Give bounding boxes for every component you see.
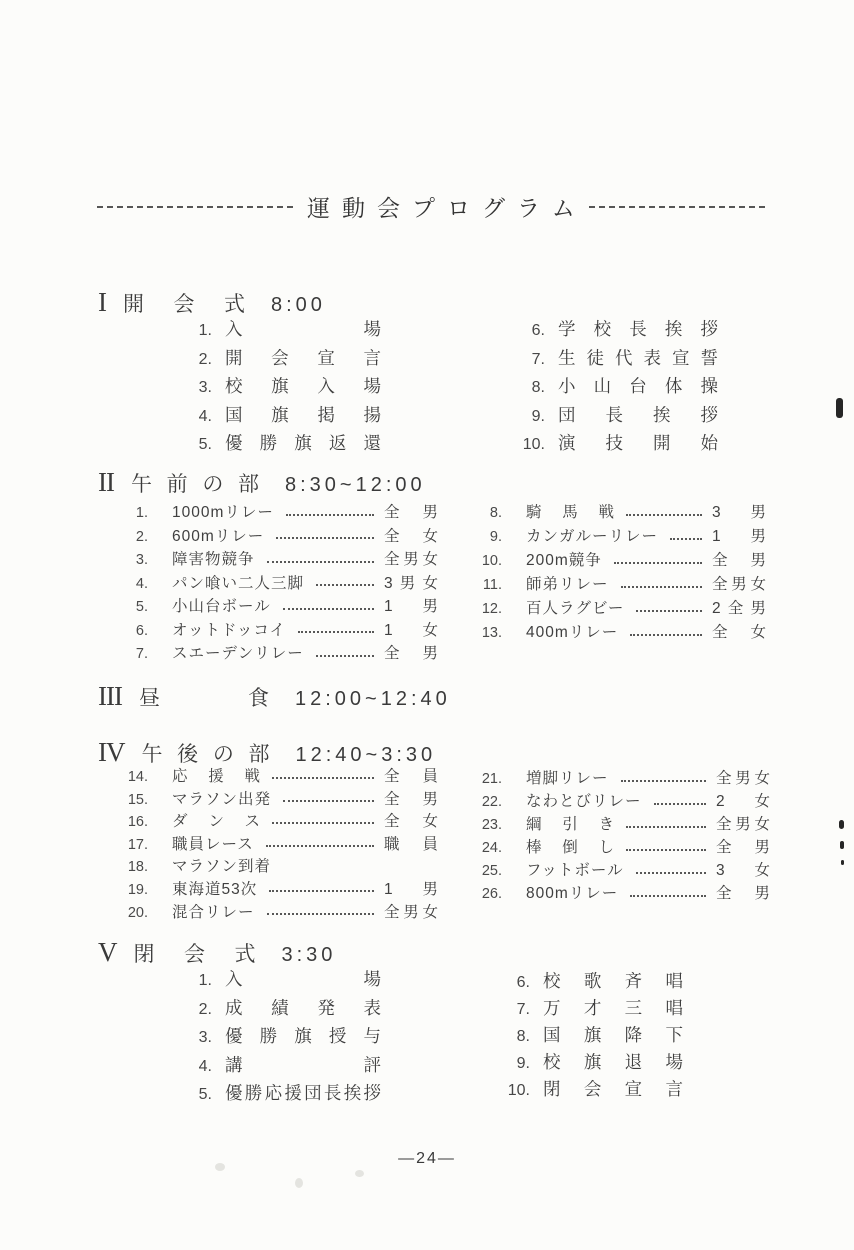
program-item-row (503, 373, 718, 402)
event-name: フットボール (526, 862, 624, 879)
event-name: パン喰い二人三脚 (172, 574, 305, 592)
dotted-leader (267, 913, 374, 915)
scan-smudge (355, 1170, 364, 1177)
item-label: 学校長挨拶 (558, 319, 718, 339)
section-numeral: II (98, 467, 114, 497)
program-item-row (492, 1049, 683, 1076)
dotted-leader (272, 822, 374, 824)
item-label: 開会宣言 (225, 347, 381, 368)
program-item-row (184, 316, 381, 345)
event-row (116, 809, 438, 832)
event-name: マラソン到着 (172, 858, 272, 876)
program-item-row (184, 966, 381, 995)
dotted-leader (621, 780, 706, 782)
event-row (470, 881, 770, 904)
participants-value: 全男 (716, 885, 770, 902)
item-label: 演技開始 (558, 433, 718, 453)
event-row (116, 618, 438, 642)
event-name: 200m競争 (526, 552, 602, 569)
program-item-row (184, 1052, 381, 1081)
event-number: 22. (481, 794, 502, 810)
event-row (116, 571, 438, 595)
section-numeral: III (98, 681, 122, 711)
program-item-row (492, 1076, 683, 1103)
scan-artifact (836, 398, 843, 418)
dotted-leader (316, 655, 374, 657)
event-number: 26. (481, 886, 502, 902)
section-time: 3:30 (281, 944, 337, 966)
participants-value: 3男 (712, 504, 766, 521)
event-number: 18. (127, 859, 148, 876)
event-number: 10. (481, 553, 502, 569)
program-item-row (184, 1080, 381, 1109)
event-name: 職員レース (172, 835, 254, 853)
event-row (116, 854, 438, 877)
event-name: 小山台ボール (172, 598, 271, 615)
participants-value: 職員 (384, 835, 438, 853)
participants-value: 全女 (384, 527, 438, 545)
event-row (470, 524, 766, 548)
participants-value: 全女 (712, 624, 766, 641)
event-row (116, 500, 438, 524)
participants-value: 1女 (384, 621, 438, 639)
dotted-leader (626, 514, 702, 516)
participants-value: 全男女 (384, 903, 438, 921)
event-number: 12. (481, 601, 502, 617)
opening-left-column (184, 316, 381, 459)
document-title: 運動会プログラム (307, 195, 587, 221)
event-row (116, 641, 438, 665)
program-item-row (503, 430, 718, 459)
section-time: 8:00 (271, 294, 326, 316)
dotted-leader (266, 845, 374, 847)
event-name: 百人ラグビー (526, 600, 625, 617)
item-number: 6. (531, 322, 545, 339)
event-name: 1000mリレー (172, 504, 274, 521)
item-number: 6. (516, 974, 530, 991)
event-number: 20. (127, 904, 148, 921)
dotted-leader (283, 800, 374, 802)
dotted-leader (630, 634, 702, 636)
event-name: マラソン出発 (172, 790, 272, 808)
item-label: 入場 (225, 969, 381, 989)
program-item-row (184, 373, 381, 402)
event-number: 4. (135, 575, 148, 592)
item-number: 1. (198, 972, 212, 989)
section-name: 閉会式 (133, 943, 256, 966)
afternoon-left-column (116, 764, 438, 922)
event-name: 混合リレー (172, 903, 255, 921)
scan-smudge (295, 1178, 303, 1188)
event-number: 7. (135, 646, 148, 662)
section-time: 12:40~3:30 (295, 744, 437, 766)
event-row (470, 548, 766, 572)
program-item-row (184, 430, 381, 459)
participants-value: 全男女 (384, 551, 438, 568)
event-number: 11. (482, 577, 502, 593)
section-name: 午後の部 (141, 743, 270, 766)
participants-value: 全女 (384, 813, 438, 831)
event-name: 800mリレー (526, 885, 619, 902)
program-item-row (503, 345, 718, 374)
event-row (470, 835, 770, 858)
item-label: 国旗降下 (543, 1025, 683, 1045)
section-numeral: I (98, 287, 106, 317)
section-header-closing-ceremony (98, 938, 336, 968)
participants-value: 全男 (384, 645, 438, 662)
event-name: なわとびリレー (526, 793, 642, 810)
item-number: 10. (522, 436, 545, 453)
event-name: 騎馬戦 (526, 504, 614, 521)
event-number: 15. (127, 791, 148, 808)
participants-value: 2全男 (712, 600, 766, 617)
event-row (116, 787, 438, 810)
item-label: 団長挨拶 (558, 404, 718, 425)
event-row (470, 620, 766, 644)
item-number: 8. (516, 1028, 530, 1045)
item-number: 5. (198, 436, 212, 453)
event-number: 8. (489, 505, 502, 521)
item-label: 入場 (225, 319, 381, 339)
event-number: 25. (481, 863, 502, 879)
event-name: カンガルーリレー (526, 528, 659, 545)
dotted-leader (626, 826, 706, 828)
participants-value: 全男女 (716, 770, 770, 787)
item-number: 9. (531, 407, 545, 425)
participants-value: 1男 (384, 880, 438, 898)
event-number: 16. (127, 814, 148, 831)
dotted-leader (636, 872, 706, 874)
dotted-leader (614, 562, 702, 564)
event-number: 23. (481, 817, 502, 833)
program-item-row (492, 968, 683, 995)
scan-artifact (840, 841, 844, 849)
participants-value: 1男 (384, 598, 438, 615)
item-label: 万才三唱 (543, 998, 683, 1018)
item-number: 5. (198, 1086, 212, 1103)
item-number: 10. (507, 1082, 530, 1099)
event-number: 6. (135, 622, 148, 639)
event-number: 9. (489, 529, 502, 545)
item-label: 国旗掲揚 (225, 404, 381, 425)
dotted-leader (670, 538, 702, 540)
item-number: 7. (531, 350, 545, 368)
event-number: 17. (127, 836, 148, 853)
participants-value: 2女 (716, 793, 770, 810)
event-row (116, 832, 438, 855)
event-name: 障害物競争 (172, 551, 255, 568)
dotted-leader (269, 890, 374, 892)
item-label: 小山台体操 (558, 376, 718, 396)
event-name: スエーデンリレー (172, 645, 304, 662)
dotted-leader (636, 610, 702, 612)
dotted-leader (286, 514, 374, 516)
dotted-leader (298, 631, 374, 633)
section-header-opening-ceremony (98, 288, 326, 318)
event-name: 応援戦 (172, 768, 260, 785)
program-item-row (492, 1022, 683, 1049)
item-label: 閉会宣言 (543, 1079, 683, 1099)
event-name: 増脚リレー (526, 770, 609, 787)
scan-artifact (839, 820, 844, 829)
section-time: 8:30~12:00 (284, 474, 426, 496)
event-name: ダンス (172, 813, 260, 831)
event-row (470, 858, 770, 881)
event-row (116, 877, 438, 900)
item-label: 成績発表 (225, 997, 381, 1018)
event-row (470, 596, 766, 620)
event-row (470, 572, 766, 596)
event-number: 13. (481, 625, 502, 641)
event-row (116, 900, 438, 923)
dotted-leader (630, 895, 706, 897)
event-row (116, 764, 438, 787)
item-label: 校旗入場 (225, 376, 381, 396)
event-name: オットドッコイ (172, 621, 286, 639)
event-row (470, 500, 766, 524)
program-item-row (184, 345, 381, 374)
morning-right-column (470, 500, 766, 644)
event-row (116, 524, 438, 548)
section-name: 昼食 (138, 687, 269, 710)
dotted-leader (276, 537, 374, 539)
section-numeral: V (98, 937, 117, 967)
participants-value: 全男 (716, 839, 770, 856)
dotted-leader (283, 608, 374, 610)
participants-value: 全男女 (712, 576, 766, 593)
event-number: 2. (135, 528, 148, 545)
event-number: 21. (481, 771, 502, 787)
program-item-row (184, 995, 381, 1024)
event-name: 綱引き (526, 816, 614, 833)
scan-smudge (215, 1163, 225, 1171)
item-number: 2. (198, 350, 212, 368)
section-name: 開会式 (123, 293, 245, 316)
dotted-leader (316, 584, 374, 586)
event-number: 14. (127, 769, 148, 785)
item-label: 生徒代表宣誓 (558, 347, 718, 368)
scan-artifact (841, 860, 844, 865)
item-number: 1. (198, 322, 212, 339)
event-number: 24. (481, 840, 502, 856)
item-number: 8. (531, 379, 545, 396)
item-label: 講評 (225, 1054, 381, 1075)
participants-value: 3男女 (384, 574, 438, 592)
closing-right-column (492, 968, 683, 1103)
title-rule-left (97, 206, 293, 208)
dotted-leader (621, 586, 702, 588)
event-number: 19. (127, 881, 148, 898)
section-header-morning-events (98, 468, 426, 498)
page-number: —24— (398, 1150, 456, 1167)
event-row (470, 789, 770, 812)
section-header-lunch (98, 682, 451, 712)
opening-right-column (503, 316, 718, 459)
morning-left-column (116, 500, 438, 665)
event-number: 5. (135, 599, 148, 615)
dotted-leader (272, 777, 374, 779)
item-number: 7. (516, 1001, 530, 1018)
dotted-leader (654, 803, 706, 805)
event-name: 東海道53次 (172, 880, 258, 898)
participants-value: 全男 (384, 504, 438, 521)
item-number: 3. (198, 1029, 212, 1046)
item-number: 4. (198, 407, 212, 425)
event-row (470, 766, 770, 789)
event-name: 600mリレー (172, 527, 265, 545)
event-row (116, 594, 438, 618)
item-number: 9. (516, 1055, 530, 1072)
program-item-row (503, 402, 718, 431)
participants-value: 3女 (716, 862, 770, 879)
participants-value: 1男 (712, 528, 766, 545)
section-numeral: IV (98, 737, 125, 767)
afternoon-right-column (470, 766, 770, 904)
dotted-leader (267, 561, 374, 563)
event-name: 師弟リレー (526, 576, 609, 593)
dotted-leader (626, 849, 706, 851)
title-rule-right (589, 206, 765, 208)
event-number: 1. (135, 505, 148, 521)
participants-value: 全員 (384, 768, 438, 785)
section-time: 12:00~12:40 (294, 688, 451, 710)
closing-left-column (184, 966, 381, 1109)
participants-value: 全男 (384, 790, 438, 808)
item-number: 2. (198, 1000, 212, 1018)
section-name: 午前の部 (130, 473, 259, 496)
item-label: 優勝旗授与 (225, 1026, 381, 1046)
document-title-row (97, 190, 765, 223)
item-number: 4. (198, 1057, 212, 1075)
event-name: 400mリレー (526, 624, 619, 641)
item-number: 3. (198, 379, 212, 396)
program-item-row (503, 316, 718, 345)
event-number: 3. (135, 552, 148, 568)
program-item-row (184, 402, 381, 431)
program-item-row (492, 995, 683, 1022)
item-label: 校旗退場 (543, 1052, 683, 1072)
program-item-row (184, 1023, 381, 1052)
item-label: 優勝応援団長挨拶 (225, 1083, 381, 1103)
participants-value: 全男 (712, 552, 766, 569)
participants-value: 全男女 (716, 816, 770, 833)
event-row (116, 547, 438, 571)
event-name: 棒倒し (526, 839, 614, 856)
item-label: 校歌斉唱 (543, 971, 683, 991)
event-row (470, 812, 770, 835)
item-label: 優勝旗返還 (225, 433, 381, 453)
